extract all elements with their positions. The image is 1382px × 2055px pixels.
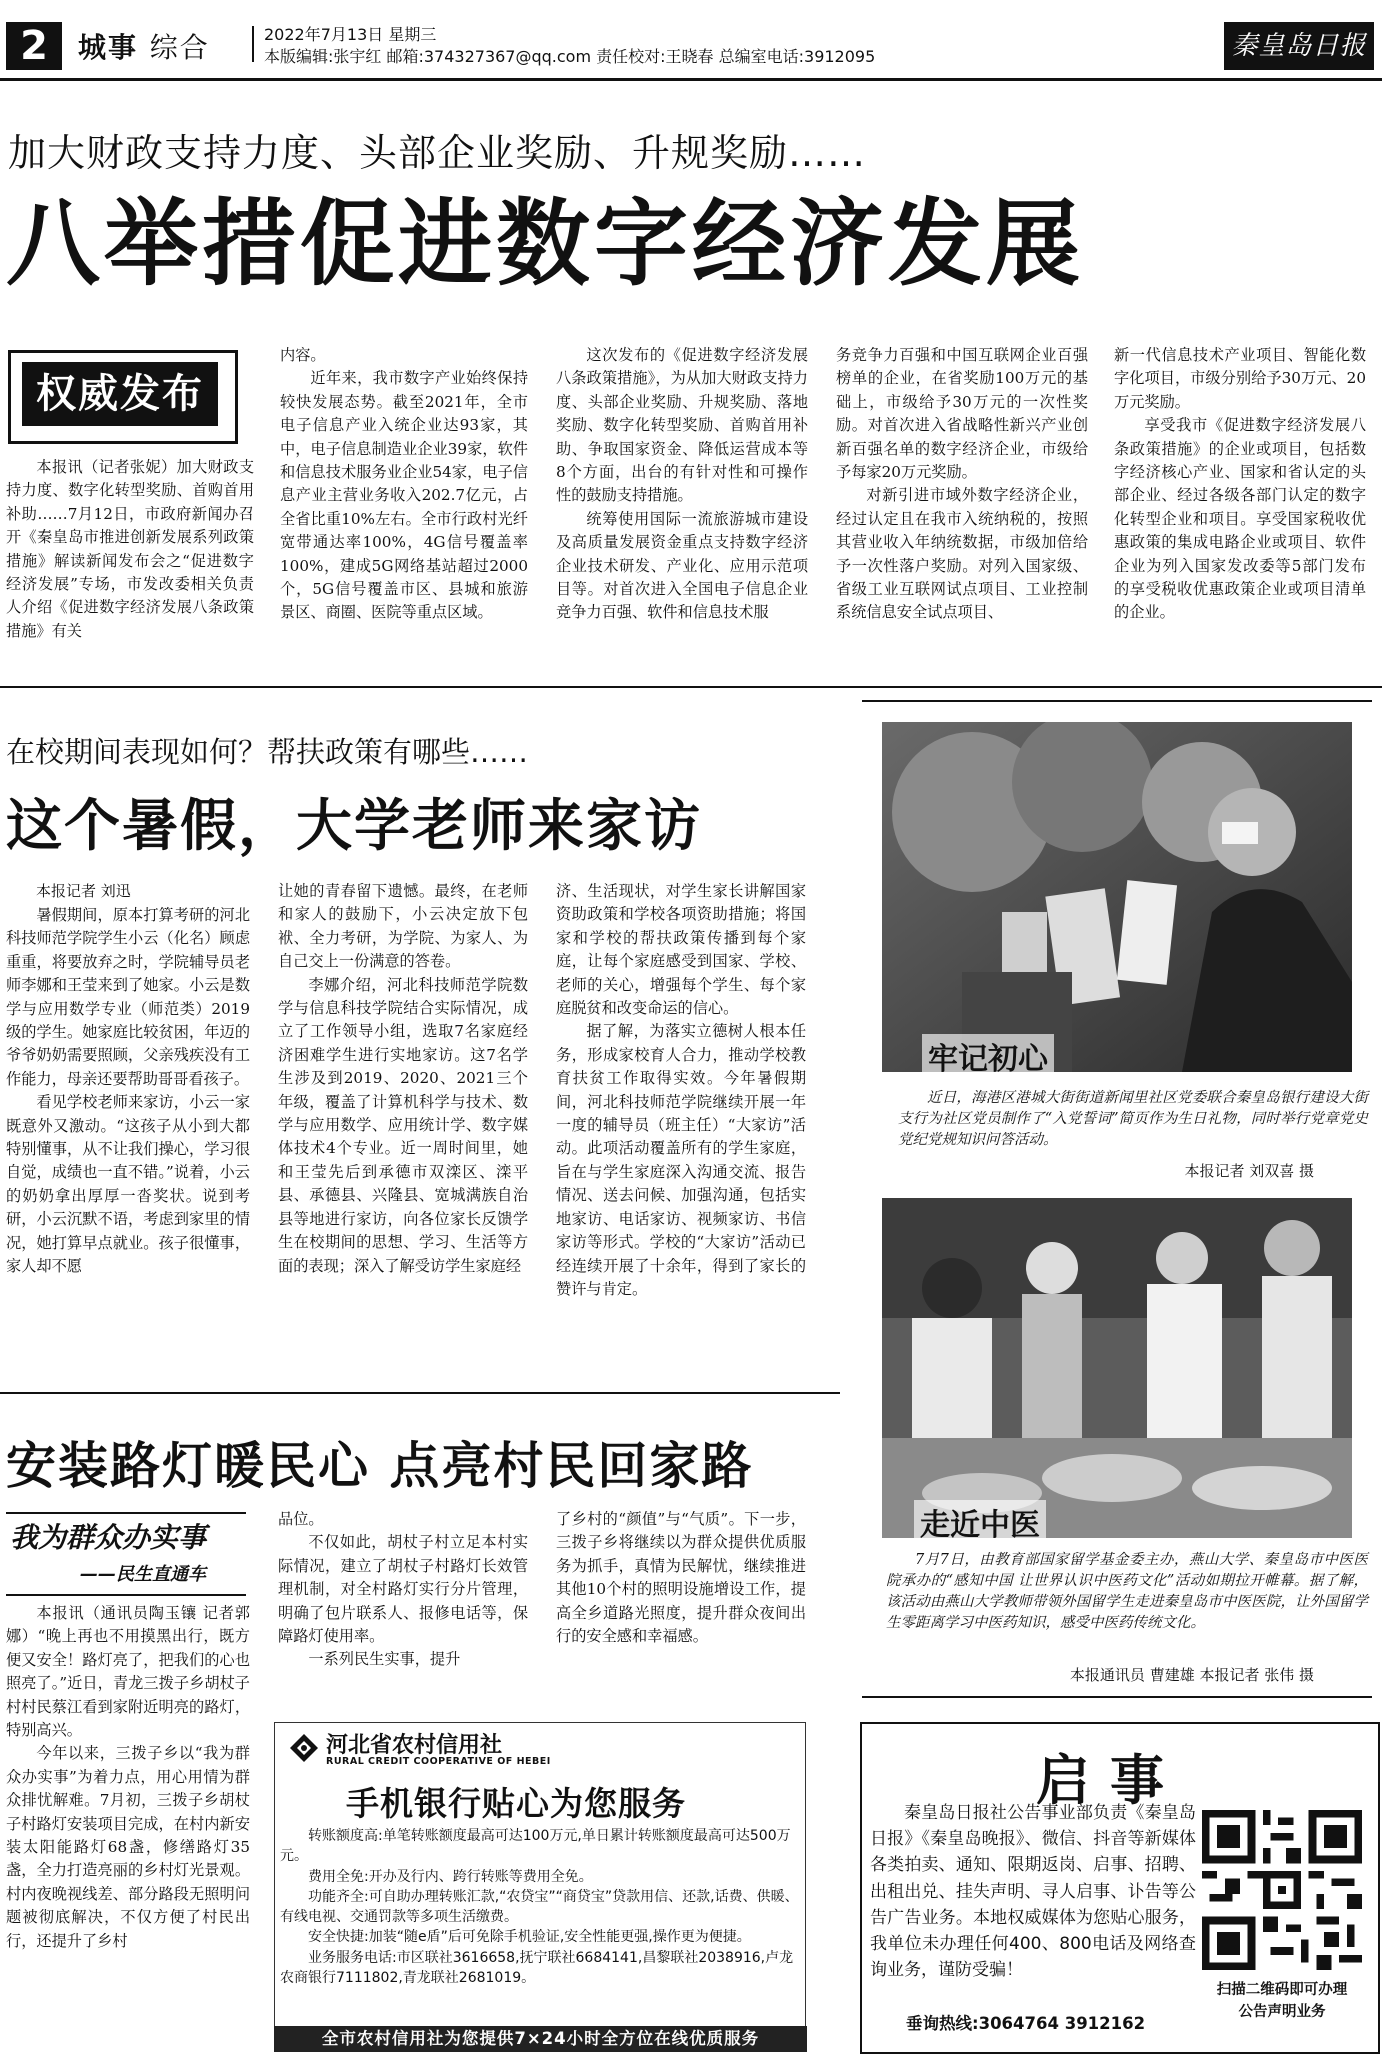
bank-name: 河北省农村信用社 — [326, 1733, 503, 1758]
ad-line: 转账额度高:单笔转账额度最高可达100万元,单日累计转账额度最高可达500万元。 — [280, 1828, 791, 1865]
article1-col5-p2: 享受我市《促进数字经济发展八条政策措施》的企业或项目，包括数字经济核心产业、国家和省认定的头部企业、经过各级各部门认定的数字化转型企业和项目。享受国家税收优惠政策的集成电路企业或项目、软件企业为列入国家发改委等5部门发布的享受税收优惠政策企业或项目清单的企业。 — [1114, 416, 1366, 622]
notice-hotline: 垂询热线:3064764 3912162 — [906, 2014, 1146, 2033]
article1-col5-p1: 新一代信息技术产业项目、智能化数字化项目，市级分别给予30万元、20万元奖励。 — [1114, 346, 1366, 411]
bank-name-en: RURAL CREDIT COOPERATIVE OF HEBEI — [326, 1756, 551, 1767]
notice-body: 秦皇岛日报社公告事业部负责《秦皇岛日报》《秦皇岛晚报》、微信、抖音等新媒体各类拍卖、通知、限期返岗、启事、招聘、出租出兑、挂失声明、寻人启事、讣告等公告广告业务。本地权威媒体为您贴心服务，我单位未办理任何400、800电话及网络查询业务，谨防受骗！ — [870, 1803, 1196, 1981]
photo1-caption: 近日，海港区港城大街街道新闻里社区党委联合秦皇岛银行建设大街支行为社区党员制作了“入党誓词”简页作为生日礼物，同时举行党章党史党纪党规知识问答活动。 — [898, 1090, 1368, 1148]
section-rule-1 — [0, 686, 1382, 688]
article3-col3-p1: 了乡村的“颜值”与“气质”。下一步，三拨子乡将继续以为群众提供优质服务为抓手，真情为民解忧，继续推进其他10个村的照明设施增设工作，提高全乡道路光照度，提升群众夜间出行的安全感和幸福感。 — [556, 1510, 806, 1646]
article3-col1-p2: 今年以来，三拨子乡以“我为群众办实事”为着力点，用心用情为群众排忧解难。7月初，三拨子乡胡杖子村路灯安装项目完成，在村内新安装太阳能路灯68盏，修缮路灯35盏，全力打造亮丽的乡村灯光景观。村内夜晚视线差、部分路段无照明问题被彻底解决，不仅方便了村民出行，还提升了乡村 — [6, 1744, 250, 1950]
article1-col2 — [280, 344, 528, 674]
article1-col4-p1: 务竞争力百强和中国互联网企业百强榜单的企业，在省奖励100万元的基础上，市级给予30万元的一次性奖励。对首次进入省战略性新兴产业创新百强名单的数字经济企业，市级给予每家20万元奖励。 — [836, 346, 1088, 482]
section-title — [78, 26, 210, 66]
article2-col3-p1: 济、生活现状，对学生家长讲解国家资助政策和学校各项资助措施；将国家和学校的帮扶政策传播到每个家庭，让每个家庭感受到国家、学校、老师的关心，增强每个学生、每个家庭脱贫和改变命运的信心。 — [556, 882, 806, 1018]
photo1-credit: 本报记者 刘双喜 摄 — [1184, 1162, 1314, 1180]
article2-col3-p2: 据了解，为落实立德树人根本任务，形成家校育人合力，推动学校教育扶贫工作取得实效。今年暑假期间，河北科技师范学院继续开展一年一度的辅导员（班主任）“大家访”活动。此项活动覆盖所有的学生家庭，旨在与学生家庭深入沟通交流、报告情况、送去问候、加强沟通，包括实地家访、电话家访、视频家访、书信家访等形式。学校的“大家访”活动已经连续开展了十余年，得到了家长的赞许与肯定。 — [556, 1022, 806, 1298]
article2-col1 — [6, 904, 250, 1374]
ad-line: 业务服务电话:市区联社3616658,抚宁联社6684141,昌黎联社2038916,卢龙农商银行7111802,青龙联社2681019。 — [280, 1949, 794, 1987]
article2-col2 — [278, 880, 528, 1374]
article1-col3-p1: 这次发布的《促进数字经济发展八条政策措施》，为从加大财政支持力度、头部企业奖励、升规奖励、落地奖励、数字化转型奖励、首购首用补助、争取国家资金、降低运营成本等8个方面，出台的有针对性和可操作性的鼓励支持措施。 — [556, 346, 808, 505]
service-box-title: 我为群众办实事 — [10, 1521, 207, 1554]
ad-line: 功能齐全:可自助办理转账汇款,“农贷宝”“商贷宝”贷款用信、还款,话费、供暖、有线电视、交通罚款等多项生活缴费。 — [280, 1888, 799, 1926]
header-divider — [252, 26, 254, 62]
article1-col4 — [836, 344, 1088, 674]
notice-title: 启事 — [1036, 1748, 1184, 1812]
article3-col2 — [278, 1508, 528, 1713]
article3-col3 — [556, 1508, 806, 1713]
article1-col4-p2: 对新引进市域外数字经济企业，经过认定且在我市入统纳税的，按照其营业收入年纳统数据，市级加倍给予一次性落户奖励。对列入国家级、省级工业互联网试点项目、工业控制系统信息安全试点项目、 — [836, 486, 1088, 622]
article1-headline: 八举措促进数字经济发展 — [6, 190, 1085, 299]
qr-code-icon[interactable] — [1202, 1810, 1362, 1970]
photo2-image — [882, 1198, 1352, 1538]
article2-byline: 本报记者 刘迅 — [36, 882, 131, 900]
paper-logo: 秦皇岛日报 — [1224, 22, 1374, 70]
photo2-title: 走近中医 — [914, 1500, 1046, 1544]
ad-body — [280, 1826, 800, 1988]
article1-col2-body: 近年来，我市数字产业始终保持较快发展态势。截至2021年，全市电子信息产业入统企业达93家，其中，电子信息制造业企业39家，软件和信息技术服务业企业54家，电子信息产业主营业务收入202.7亿元，占全省比重10%左右。全市行政村光纤宽带通达率100%，4G信号覆盖率100%，建成5G网络基站超过2000个，5G信号覆盖市区、县城和旅游景区、商圈、医院等重点区域。 — [280, 369, 528, 622]
article1-col1: 本报讯（记者张妮）加大财政支持力度、数字化转型奖励、首购首用补助……7月12日，市政府新闻办召开《秦皇岛市推进创新发展系列政策措施》解读新闻发布会之“促进数字经济发展”专场，市发改委相关负责人介绍《促进数字经济发展八条政策措施》有关 — [6, 458, 254, 640]
article1-col3 — [556, 344, 808, 674]
ad-title: 手机银行贴心为您服务 — [346, 1784, 686, 1823]
qr-caption: 扫描二维码即可办理 — [1216, 1982, 1348, 1998]
article3-col1-p1: 本报讯（通讯员陶玉镶 记者郭娜）“晚上再也不用摸黑出行，既方便又安全！路灯亮了，把我们的心也照亮了。”近日，青龙三拨子乡胡杖子村村民蔡江看到家附近明亮的路灯，特别高兴。 — [6, 1604, 250, 1740]
section-name: 城事 — [78, 31, 139, 64]
ad-bottom-bar: 全市农村信用社为您提供7×24小时全方位在线优质服务 — [274, 2026, 807, 2052]
page-number: 2 — [6, 22, 62, 70]
authority-label: 权威发布 — [22, 362, 218, 426]
photo1-image — [882, 722, 1352, 1072]
article1-col5 — [1114, 344, 1366, 674]
article3-headline: 安装路灯暖民心 点亮村民回家路 — [6, 1437, 754, 1495]
article3-col2-p1: 品位。 — [278, 1510, 324, 1528]
article2-headline: 这个暑假，大学老师来家访 — [6, 794, 702, 859]
service-box-sub: ——民生直通车 — [80, 1564, 206, 1585]
ad-line: 安全快捷:加装“随e盾”后可免除手机验证,安全性能更强,操作更为便捷。 — [308, 1929, 751, 1946]
article1-col3-p2: 统筹使用国际一流旅游城市建设及高质量发展资金重点支持数字经济企业技术研发、产业化、应用示范项目等。对首次进入全国电子信息企业竞争力百强、软件和信息技术服 — [556, 509, 808, 622]
section-subname: 综合 — [149, 31, 210, 64]
article2-kicker: 在校期间表现如何？帮扶政策有哪些…… — [6, 735, 529, 769]
photo2-caption: 7月7日，由教育部国家留学基金委主办，燕山大学、秦皇岛市中医医院承办的“感知中国 让世界认识中医药文化”活动如期拉开帷幕。据了解，该活动由燕山大学教师带领外国留学生走进秦皇岛市中医医院，让外国留学生零距离学习中医药知识，感受中医药传统文化。 — [886, 1552, 1368, 1631]
article2-col1-p1: 暑假期间，原本打算考研的河北科技师范学院学生小云（化名）顾虑重重，将要放弃之时，学院辅导员老师李娜和王莹来到了她家。小云是数学与应用数学专业（师范类）2019级的学生。她家庭比较贫困，年迈的爷爷奶奶需要照顾，父亲残疾没有工作能力，母亲还要帮助哥哥看孩子。 — [6, 906, 250, 1088]
photo1-title: 牢记初心 — [922, 1034, 1054, 1078]
article3-col1 — [6, 1602, 250, 2055]
header-rule — [0, 78, 1382, 81]
article3-col2-p2: 不仅如此，胡杖子村立足本村实际情况，建立了胡杖子村路灯长效管理机制，对全村路灯实行分片管理，明确了包片联系人、报修电话等，保障路灯使用率。 — [278, 1533, 528, 1646]
photo2-credit: 本报通讯员 曹建雄 本报记者 张伟 摄 — [1069, 1666, 1314, 1684]
ad-line: 费用全免:开办及行内、跨行转账等费用全免。 — [308, 1868, 593, 1885]
article2-col1-p2: 看见学校老师来家访，小云一家既意外又激动。“这孩子从小到大都特别懂事，从不让我们操心，学习很自觉，成绩也一直不错。”说着，小云的奶奶拿出厚厚一沓奖状。说到考研，小云沉默不语，考虑到家里的情况，她打算早点就业。孩子很懂事，家人却不愿 — [6, 1093, 250, 1276]
qr-caption-2: 公告声明业务 — [1238, 2004, 1326, 2020]
editor-line: 本版编辑:张宇红 邮箱:374327367@qq.com 责任校对:王晓春 总编室电话:3912095 — [264, 47, 876, 66]
article3-col2-p3: 一系列民生实事，提升 — [308, 1650, 461, 1669]
article2-col2-p1: 让她的青春留下遗憾。最终，在老师和家人的鼓励下，小云决定放下包袱、全力考研，为学院、为家人、为自己交上一份满意的答卷。 — [278, 882, 528, 971]
photo2-bottom-rule — [862, 1696, 1372, 1698]
article2-col3 — [556, 880, 806, 1374]
article1-kicker: 加大财政支持力度、头部企业奖励、升规奖励…… — [8, 131, 867, 175]
date-line: 2022年7月13日 星期三 — [264, 25, 437, 44]
article1-col2-lead: 内容。 — [280, 346, 326, 364]
photo1-top-rule — [862, 700, 1372, 702]
article2-col2-p2: 李娜介绍，河北科技师范学院数学与信息科技学院结合实际情况，成立了工作领导小组，选取7名家庭经济困难学生进行实地家访。这7名学生涉及到2019、2020、2021三个年级，覆盖了计算机科学与技术、数学与应用数学、应用统计学、数字媒体技术4个专业。近一周时间里，她和王莹先后到承德市双滦区、滦平县、承德县、兴隆县、宽城满族自治县等地进行家访，向各位家长反馈学生在校期间的思想、学习、生活等方面的表现；深入了解受访学生家庭经 — [278, 975, 528, 1275]
bank-logo-icon — [288, 1732, 320, 1764]
section-rule-2 — [0, 1392, 840, 1394]
